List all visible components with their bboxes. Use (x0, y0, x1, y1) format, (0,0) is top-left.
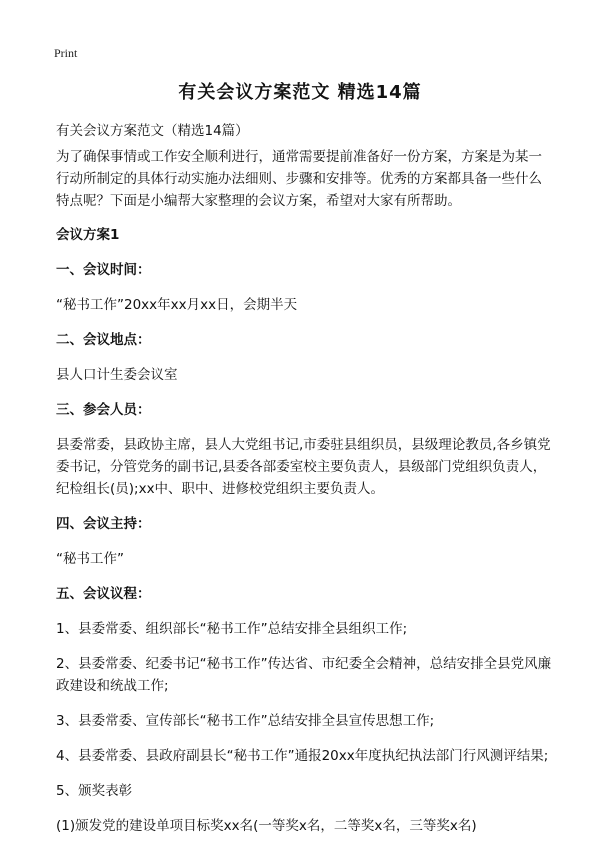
host-heading: 四、会议主持： (56, 516, 151, 532)
time-text: “秘书工作”20xx年xx月xx日，会期半天 (56, 297, 298, 313)
agenda-item: 5、颁奖表彰 (56, 783, 133, 799)
place-heading: 二、会议地点： (56, 332, 151, 348)
attendees-text: 县委常委，县政协主席，县人大党组书记,市委驻县组织员，县级理论教员,各乡镇党委书记，分管党务的副书记,县委各部委室校主要负责人，县级部门党组织负责人，纪检组长(员);xx中、职中、进修校党组织主要负责人。 (56, 437, 551, 497)
place-text: 县人口计生委会议室 (56, 367, 178, 383)
attendees-heading: 三、参会人员： (56, 402, 151, 418)
time-heading: 一、会议时间： (56, 262, 151, 278)
intro-paragraph: 为了确保事情或工作安全顺利进行，通常需要提前准备好一份方案，方案是为某一行动所制定的具体行动实施办法细则、步骤和安排等。优秀的方案都具备一些什么特点呢？下面是小编帮大家整理的会议方案，希望对大家有所帮助。 (56, 149, 542, 209)
agenda-item: (1)颁发党的建设单项目标奖xx名(一等奖x名，二等奖x名，三等奖x名) (56, 818, 477, 834)
plan-heading: 会议方案1 (56, 227, 120, 243)
document-subtitle: 有关会议方案范文（精选14篇） (56, 123, 249, 139)
agenda-item: 3、县委常委、宣传部长“秘书工作”总结安排全县宣传思想工作; (56, 713, 435, 729)
host-text: “秘书工作” (56, 551, 124, 567)
agenda-item: 2、县委常委、纪委书记“秘书工作”传达省、市纪委全会精神，总结安排全县党风廉政建设和统战工作; (56, 656, 552, 694)
agenda-item: 1、县委常委、组织部长“秘书工作”总结安排全县组织工作; (56, 621, 408, 637)
agenda-item: 4、县委常委、县政府副县长“秘书工作”通报20xx年度执纪执法部门行风测评结果; (56, 748, 549, 764)
document-body (56, 120, 552, 850)
document-title: 有关会议方案范文 精选14篇 (178, 82, 422, 103)
print-link[interactable]: Print (54, 46, 78, 60)
agenda-heading: 五、会议议程： (56, 586, 151, 602)
